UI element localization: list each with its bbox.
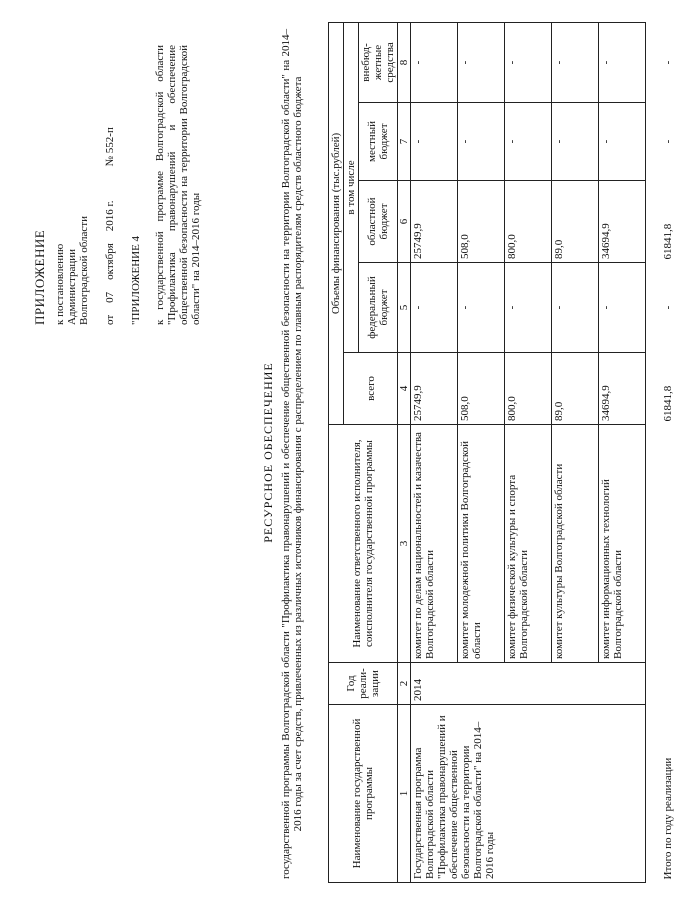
federal-cell: - [505, 263, 552, 353]
header-extra: внебюд-жетные средства [359, 22, 398, 102]
appendix4-title: "ПРИЛОЖЕНИЕ 4 [130, 235, 142, 325]
executor-cell: комитет информационных технологий Волгоградской области [599, 425, 646, 663]
federal-cell: - [599, 263, 646, 353]
program-name-cell: Государственная программа Волгоградской области "Профилактика правонарушений и обеспечение общественной безопасности на территории Волгоградской области" на 2014–2016 годы [411, 705, 646, 883]
header-local: местный бюджет [359, 103, 398, 181]
local-cell: - [458, 103, 505, 181]
header-regional: областной бюджет [359, 181, 398, 263]
header-executor: Наименование ответственного исполнителя, соисполнителя государственной программы [329, 425, 398, 663]
date-day: 07 [104, 291, 116, 303]
regional-cell: 34694,9 [599, 181, 646, 263]
document-intro: государственной программы Волгоградской области "Профилактика правонарушений и обеспечение общественной безопасности на территории Волгоградской области" на 2014–2016 годы за счет средств, привлеченных из различных источников финансирования с распределением по главным распорядителям средств областного бюджета [280, 29, 304, 879]
extra-cell: - [505, 22, 552, 102]
total-row [646, 22, 675, 882]
column-number: 4 [398, 353, 411, 425]
total-row-label: Итого по году реализации [662, 757, 674, 880]
header-line: Администрации [66, 248, 78, 325]
appendix-header [34, 45, 202, 325]
total-cell: 25749,9 [411, 353, 458, 425]
column-number: 8 [398, 22, 411, 102]
header-line: к постановлению [54, 243, 66, 325]
column-number: 7 [398, 103, 411, 181]
date-prefix: от [104, 314, 116, 325]
federal-cell: - [458, 263, 505, 353]
header-federal: федеральный бюджет [359, 263, 398, 353]
extra-cell: - [599, 22, 646, 102]
document-title: РЕСУРСНОЕ ОБЕСПЕЧЕНИЕ [261, 362, 275, 543]
column-number: 1 [398, 705, 411, 883]
executor-cell: комитет молодежной политики Волгоградской области [458, 425, 505, 663]
executor-cell: комитет физической культуры и спорта Волгоградской области [505, 425, 552, 663]
total-cell: 34694,9 [599, 353, 646, 425]
header-line: Волгоградской области [78, 216, 90, 325]
column-number: 5 [398, 263, 411, 353]
decree-number: № 552-п [104, 127, 116, 167]
decree-date [104, 45, 116, 325]
appendix4-text: к государственной программе Волгоградской области "Профилактика правонарушений и обеспечение общественной безопасности на территории Волгоградской области" на 2014–2016 годы [154, 45, 202, 325]
column-number-row [398, 22, 411, 882]
header-program-name: Наименование государственной программы [329, 705, 398, 883]
executor-cell: комитет по делам национальностей и казачества Волгоградской области [411, 425, 458, 663]
regional-cell: 800,0 [505, 181, 552, 263]
local-cell: - [505, 103, 552, 181]
header-including: в том числе [344, 22, 359, 352]
local-cell: - [552, 103, 599, 181]
funding-table [328, 22, 675, 883]
column-number: 6 [398, 181, 411, 263]
year-cell: 2014 [411, 663, 646, 705]
extra-cell: - [458, 22, 505, 102]
local-cell: - [411, 103, 458, 181]
regional-cell: 508,0 [458, 181, 505, 263]
header-total: всего [344, 353, 398, 425]
date-year: 2016 г. [104, 200, 116, 232]
federal-cell: - [411, 263, 458, 353]
regional-cell: 25749,9 [411, 181, 458, 263]
total-cell: 89,0 [552, 353, 599, 425]
header-funding: Объемы финансирования (тыс.рублей) [329, 22, 344, 424]
local-cell: - [599, 103, 646, 181]
total-row-extra: - [662, 60, 674, 65]
total-cell: 508,0 [458, 353, 505, 425]
total-row-local: - [662, 139, 674, 144]
header-year: Год реали-зации [329, 663, 398, 705]
date-month: октября [104, 243, 116, 280]
extra-cell: - [411, 22, 458, 102]
total-row-total: 61841,8 [662, 385, 674, 422]
federal-cell: - [552, 263, 599, 353]
table-row [411, 22, 458, 882]
total-row-federal: - [662, 305, 674, 310]
extra-cell: - [552, 22, 599, 102]
column-number: 3 [398, 425, 411, 663]
appendix-title: ПРИЛОЖЕНИЕ [32, 229, 47, 325]
regional-cell: 89,0 [552, 181, 599, 263]
executor-cell: комитет культуры Волгоградской области [552, 425, 599, 663]
column-number: 2 [398, 663, 411, 705]
total-row-regional: 61841,8 [662, 223, 674, 260]
total-cell: 800,0 [505, 353, 552, 425]
